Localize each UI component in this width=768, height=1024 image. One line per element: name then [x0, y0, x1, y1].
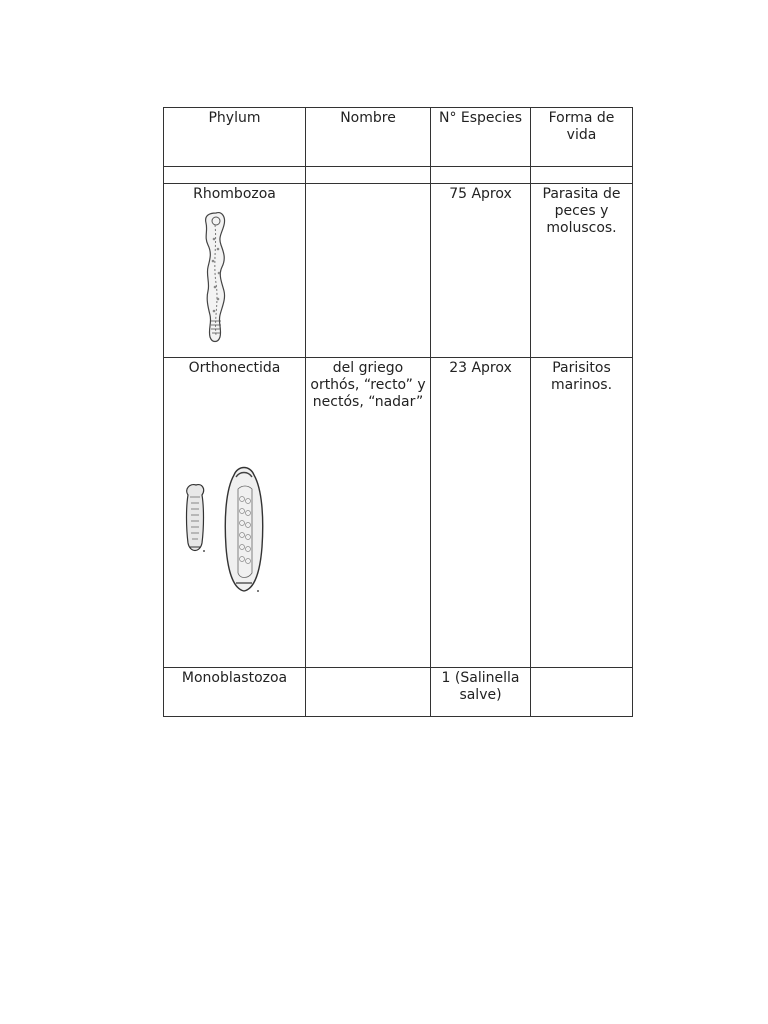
- especies-cell: 23 Aprox: [431, 358, 531, 668]
- empty-cell: [531, 167, 633, 184]
- nombre-cell: del griego orthós, “recto” y nectós, “nadar”: [306, 358, 431, 668]
- empty-cell: [431, 167, 531, 184]
- phylum-cell: [164, 358, 306, 668]
- phylum-label: Orthonectida: [188, 360, 281, 376]
- especies-cell: 1 (Salinella salve): [431, 668, 531, 717]
- especies-cell: 75 Aprox: [431, 184, 531, 358]
- phylum-cell: [164, 184, 306, 358]
- forma-de-vida-cell: Parisitos marinos.: [531, 358, 633, 668]
- phyla-table: [163, 107, 633, 717]
- table-row: [164, 184, 633, 358]
- empty-cell: [164, 167, 306, 184]
- header-forma-de-vida: Forma de vida: [531, 108, 633, 167]
- nombre-cell: [306, 184, 431, 358]
- header-nombre: Nombre: [306, 108, 431, 167]
- empty-row: [164, 167, 633, 184]
- table-header-row: [164, 108, 633, 167]
- phylum-cell: Monoblastozoa: [164, 668, 306, 717]
- forma-de-vida-cell: [531, 668, 633, 717]
- orthonectida-specimens-drawing: [166, 377, 302, 607]
- table-row: [164, 668, 633, 717]
- table-row: [164, 358, 633, 668]
- header-phylum: Phylum: [164, 108, 306, 167]
- rhombozoa-specimen-drawing: [166, 203, 302, 343]
- nombre-cell: [306, 668, 431, 717]
- header-especies: N° Especies: [431, 108, 531, 167]
- phylum-label: Rhombozoa: [193, 186, 276, 202]
- empty-cell: [306, 167, 431, 184]
- forma-de-vida-cell: Parasita de peces y moluscos.: [531, 184, 633, 358]
